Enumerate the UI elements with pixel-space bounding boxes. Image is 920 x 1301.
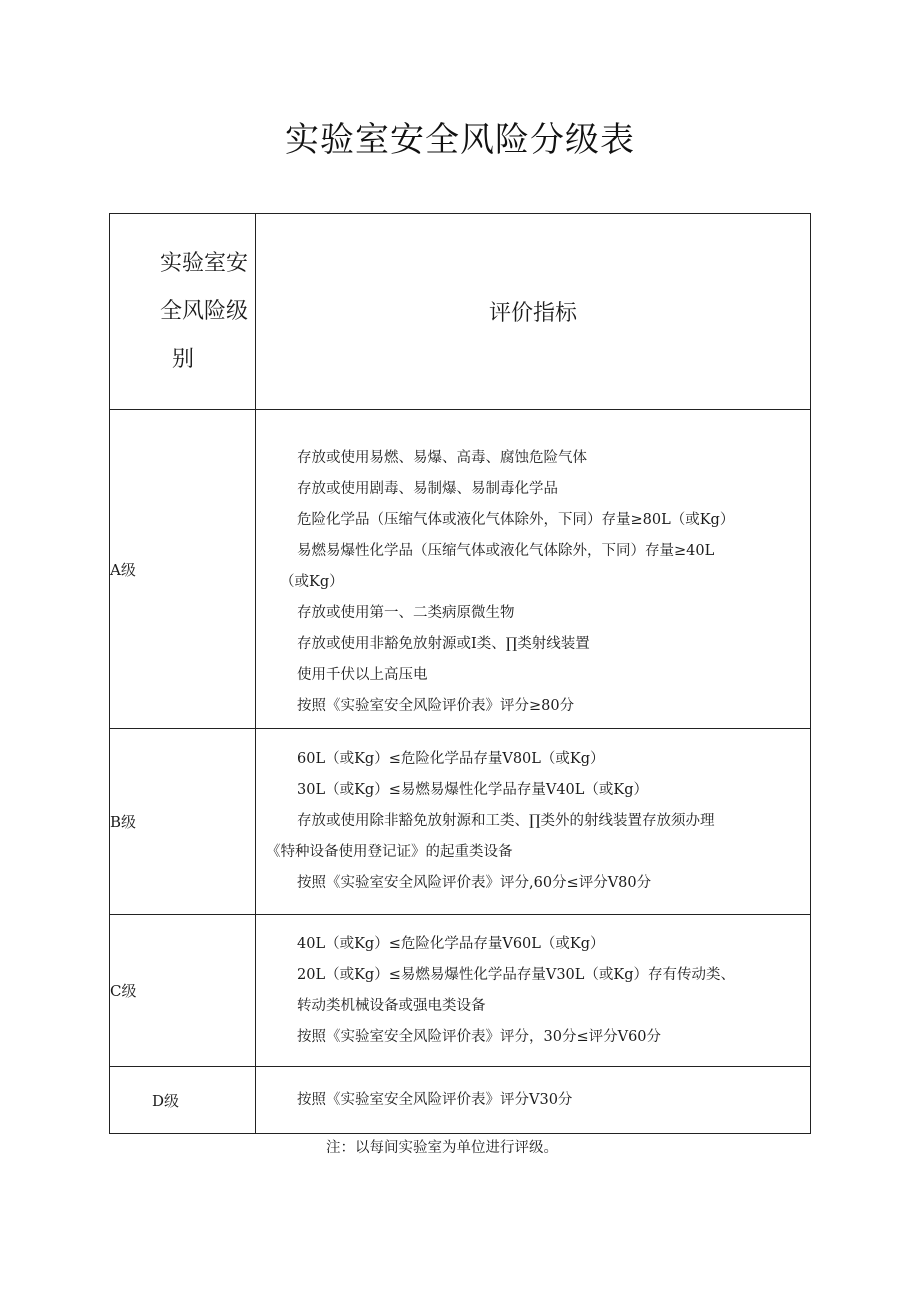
criteria-line: 40L（或Kg）≤危险化学品存量V60L（或Kg）	[297, 935, 605, 952]
criteria-line: （或Kg）	[280, 573, 344, 590]
criteria-line: 转动类机械设备或强电类设备	[297, 997, 486, 1014]
header-line-3: 别	[172, 346, 195, 372]
table-header-row	[110, 214, 811, 410]
criteria-line: 使用千伏以上高压电	[297, 666, 428, 683]
criteria-line: 30L（或Kg）≤易燃易爆性化学品存量V40L（或Kg）	[297, 782, 649, 798]
criteria-line: 危险化学品（压缩气体或液化气体除外，下同）存量≥80L（或Kg）	[297, 511, 735, 528]
table-row-grade-d	[110, 1067, 811, 1134]
criteria-line: 存放或使用易燃、易爆、高毒、腐蚀危险气体	[297, 449, 587, 466]
criteria-line: 《特种设备使用登记证》的起重类设备	[266, 844, 513, 860]
grade-label: D级	[110, 1067, 256, 1134]
table-row-grade-c	[110, 915, 811, 1067]
criteria-line: 按照《实验室安全风险评价表》评分,60分≤评分V80分	[297, 875, 652, 891]
page-title: 实验室安全风险分级表	[285, 120, 635, 160]
table-row-grade-a	[110, 410, 811, 729]
table-row-grade-b	[110, 729, 811, 915]
grade-label: A级	[110, 410, 256, 729]
header-cell-criteria: 评价指标	[256, 214, 811, 410]
criteria-line: 存放或使用除非豁免放射源和工类、∏类外的射线装置存放须办理	[297, 813, 715, 829]
criteria-cell	[256, 729, 811, 915]
criteria-line: 存放或使用非豁免放射源或I类、∏类射线装置	[297, 635, 590, 652]
criteria-line: 按照《实验室安全风险评价表》评分≥80分	[297, 697, 575, 714]
criteria-cell	[256, 1067, 811, 1134]
criteria-line: 按照《实验室安全风险评价表》评分V30分	[297, 1091, 573, 1108]
risk-grading-table	[109, 213, 811, 1134]
footnote: 注：以每间实验室为单位进行评级。	[326, 1140, 558, 1156]
header-line-2: 全风险级	[160, 298, 249, 324]
criteria-line: 易燃易爆性化学品（压缩气体或液化气体除外，下同）存量≥40L	[297, 542, 715, 559]
criteria-line: 20L（或Kg）≤易燃易爆性化学品存量V30L（或Kg）存有传动类、	[297, 966, 736, 983]
header-cell-risk-level	[110, 214, 256, 410]
criteria-cell	[256, 915, 811, 1067]
criteria-line: 存放或使用第一、二类病原微生物	[297, 604, 515, 621]
header-line-1: 实验室安	[160, 250, 249, 276]
grade-label: B级	[110, 729, 256, 915]
criteria-cell	[256, 410, 811, 729]
criteria-line: 按照《实验室安全风险评价表》评分，30分≤评分V60分	[297, 1028, 662, 1045]
grade-label: C级	[110, 915, 256, 1067]
criteria-line: 60L（或Kg）≤危险化学品存量V80L（或Kg）	[297, 751, 605, 767]
criteria-line: 存放或使用剧毒、易制爆、易制毒化学品	[297, 480, 558, 497]
